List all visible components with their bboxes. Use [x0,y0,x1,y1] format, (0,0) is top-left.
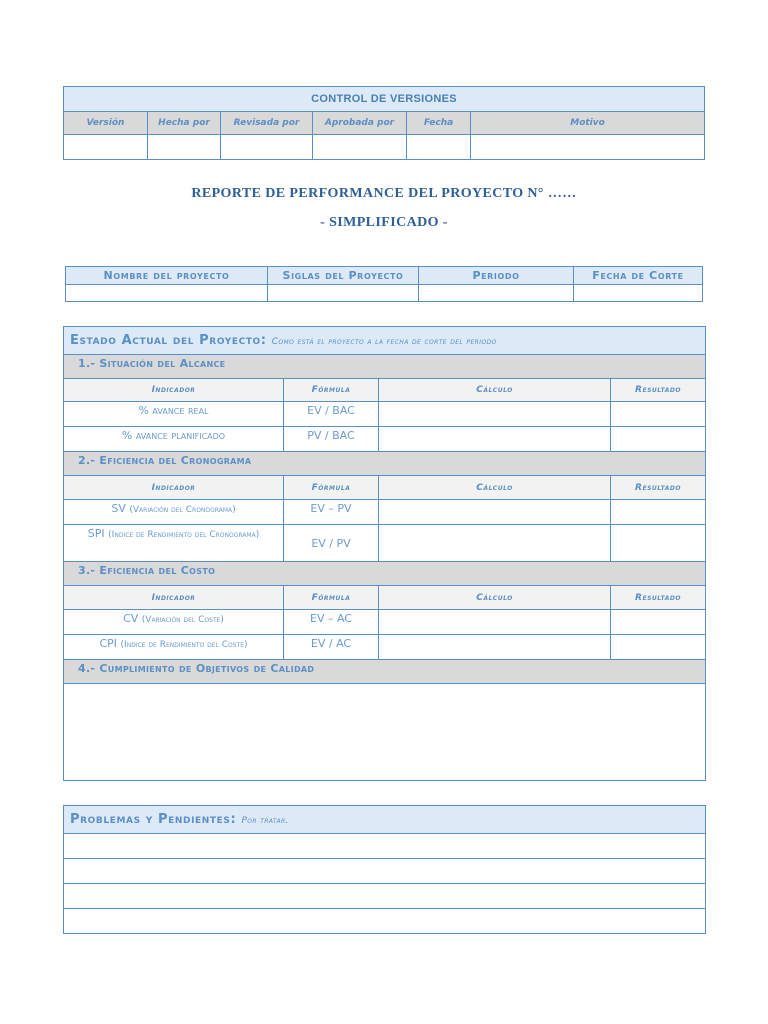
aprobada-por-cell[interactable] [313,135,407,160]
col-indicador: Indicador [64,379,284,402]
version-cell[interactable] [64,135,148,160]
formula-cell: EV – PV [284,500,379,525]
col-formula: Fórmula [284,586,379,610]
col-resultado: Resultado [611,476,706,500]
col-hecha-por: Hecha por [148,112,221,135]
col-resultado: Resultado [611,586,706,610]
indicator-description: (Variación del Coste) [141,615,224,625]
indicator-label: SPI [87,527,105,540]
estado-actual-title: Estado Actual del Proyecto: [70,333,267,348]
calculo-cell[interactable] [379,427,611,452]
col-motivo: Motivo [471,112,705,135]
hecha-por-cell[interactable] [148,135,221,160]
table-row [64,610,706,635]
indicator-cell [64,610,284,635]
calidad-text-area[interactable] [64,684,706,781]
problemas-subtitle: Por tratar. [241,816,289,826]
indicator-label: % avance planificado [121,429,226,442]
group-alcance-title: 1.- Situación del Alcance [64,355,706,379]
formula-cell: EV – AC [284,610,379,635]
resultado-cell[interactable] [611,500,706,525]
group-costo-title: 3.- Eficiencia del Costo [64,562,706,586]
table-row [64,635,706,660]
resultado-cell[interactable] [611,402,706,427]
problema-row[interactable] [64,884,706,909]
col-siglas-proyecto: Siglas del Proyecto [268,267,419,285]
table-row [64,427,706,452]
indicator-label: % avance real [138,404,209,417]
group-calidad-title: 4.- Cumplimiento de Objetivos de Calidad [64,660,706,684]
indicator-description: (Indice de Rendimiento del Cronograma) [108,530,260,540]
report-subtitle: - SIMPLIFICADO - [320,215,448,230]
formula-cell: PV / BAC [284,427,379,452]
indicator-cell [64,525,284,562]
indicator-cell [64,635,284,660]
estado-actual-header [64,327,706,355]
formula-cell: EV / BAC [284,402,379,427]
col-revisada-por: Revisada por [221,112,313,135]
problema-row[interactable] [64,859,706,884]
problemas-table [63,805,706,934]
siglas-proyecto-cell[interactable] [268,285,419,302]
version-control-table [63,86,705,160]
problemas-title: Problemas y Pendientes: [70,812,237,827]
motivo-cell[interactable] [471,135,705,160]
calculo-cell[interactable] [379,525,611,562]
resultado-cell[interactable] [611,635,706,660]
col-formula: Fórmula [284,379,379,402]
calculo-cell[interactable] [379,402,611,427]
problema-row[interactable] [64,909,706,934]
report-title: REPORTE DE PERFORMANCE DEL PROYECTO N° …… [191,186,577,201]
version-control-title: CONTROL DE VERSIONES [64,87,705,112]
group-cronograma-title: 2.- Eficiencia del Cronograma [64,452,706,476]
problemas-header [64,806,706,834]
nombre-proyecto-cell[interactable] [66,285,268,302]
col-fecha: Fecha [407,112,471,135]
calculo-cell[interactable] [379,610,611,635]
col-fecha-corte: Fecha de Corte [574,267,703,285]
table-row [64,525,706,562]
resultado-cell[interactable] [611,525,706,562]
table-row [64,500,706,525]
project-info-table [65,266,703,302]
col-nombre-proyecto: Nombre del proyecto [66,267,268,285]
indicator-description: (Indice de Rendimiento del Coste) [120,640,248,650]
indicator-cell [64,402,284,427]
indicator-cell [64,500,284,525]
fecha-cell[interactable] [407,135,471,160]
col-indicador: Indicador [64,476,284,500]
fecha-corte-cell[interactable] [574,285,703,302]
col-calculo: Cálculo [379,379,611,402]
indicator-label: SV [111,502,126,515]
formula-cell: EV / AC [284,635,379,660]
calculo-cell[interactable] [379,500,611,525]
col-indicador: Indicador [64,586,284,610]
resultado-cell[interactable] [611,427,706,452]
periodo-cell[interactable] [419,285,574,302]
col-resultado: Resultado [611,379,706,402]
resultado-cell[interactable] [611,610,706,635]
col-calculo: Cálculo [379,586,611,610]
col-calculo: Cálculo [379,476,611,500]
estado-actual-subtitle: Como está el proyecto a la fecha de corte del periodo [271,337,497,347]
problema-row[interactable] [64,834,706,859]
col-aprobada-por: Aprobada por [313,112,407,135]
col-periodo: Periodo [419,267,574,285]
revisada-por-cell[interactable] [221,135,313,160]
indicator-label: CPI [99,637,118,650]
indicator-cell [64,427,284,452]
col-version: Versión [64,112,148,135]
col-formula: Fórmula [284,476,379,500]
estado-actual-table [63,326,706,781]
indicator-description: (Variación del Cronograma) [129,505,236,515]
formula-cell: EV / PV [284,525,379,562]
indicator-label: CV [123,612,139,625]
calculo-cell[interactable] [379,635,611,660]
table-row [64,402,706,427]
